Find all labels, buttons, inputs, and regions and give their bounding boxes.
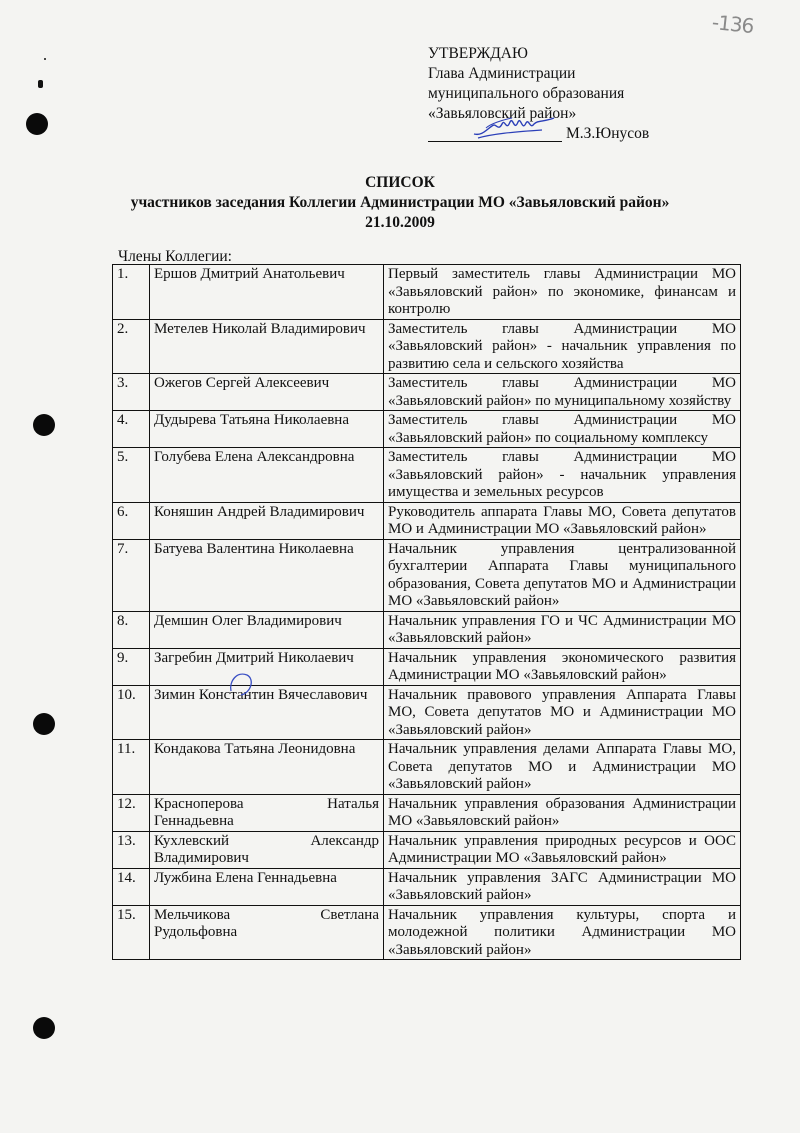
table-row <box>113 868 741 905</box>
member-name: Загребин Дмитрий Николаевич <box>150 648 384 685</box>
member-position: Начальник управления делами Аппарата Главы МО, Совета депутатов МО и Администрации МО «Завьяловский район» <box>384 740 741 795</box>
row-number: 2. <box>113 319 150 374</box>
table-row <box>113 374 741 411</box>
signatory-name: М.З.Юнусов <box>566 125 650 142</box>
table-row <box>113 648 741 685</box>
punch-hole-mark <box>33 1017 55 1039</box>
table-row <box>113 319 741 374</box>
member-position: Начальник управления природных ресурсов и ООС Администрации МО «Завьяловский район» <box>384 831 741 868</box>
pen-check-mark <box>227 669 257 699</box>
member-position: Заместитель главы Администрации МО «Завьяловский район» по муниципальному хозяйству <box>384 374 741 411</box>
table-row <box>113 448 741 503</box>
row-number: 10. <box>113 685 150 740</box>
member-position: Начальник правового управления Аппарата Главы МО, Совета депутатов МО и Администрации МО «Завьяловский район» <box>384 685 741 740</box>
member-position: Начальник управления ЗАГС Администрации МО «Завьяловский район» <box>384 868 741 905</box>
member-name: Ершов Дмитрий Анатольевич <box>150 265 384 320</box>
member-position: Начальник управления экономического развития Администрации МО «Завьяловский район» <box>384 648 741 685</box>
table-row <box>113 265 741 320</box>
row-number: 3. <box>113 374 150 411</box>
signature-row <box>428 124 650 144</box>
document-subtitle: участников заседания Коллегии Администрации МО «Завьяловский район» <box>130 194 670 211</box>
table-row <box>113 502 741 539</box>
member-name: Коняшин Андрей Владимирович <box>150 502 384 539</box>
member-position: Начальник управления ГО и ЧС Администрации МО «Завьяловский район» <box>384 611 741 648</box>
approval-position-line: Глава Администрации <box>428 65 576 82</box>
member-name: Голубева Елена Александровна <box>150 448 384 503</box>
table-row <box>113 740 741 795</box>
table-row <box>113 411 741 448</box>
row-number: 9. <box>113 648 150 685</box>
approval-heading: УТВЕРЖДАЮ <box>428 45 528 62</box>
member-name: Ожегов Сергей Алексеевич <box>150 374 384 411</box>
table-row <box>113 539 741 611</box>
member-name: Кухлевский Александр Владимирович <box>150 831 384 868</box>
row-number: 6. <box>113 502 150 539</box>
document-date: 21.10.2009 <box>365 214 435 231</box>
document-heading: СПИСОК <box>365 174 435 191</box>
table-row <box>113 611 741 648</box>
member-position: Руководитель аппарата Главы МО, Совета депутатов МО и Администрации МО «Завьяловский район» <box>384 502 741 539</box>
member-position: Начальник управления централизованной бухгалтерии Аппарата Главы муниципального образования, Совета депутатов МО и Администрации МО «Завьяловский район» <box>384 539 741 611</box>
row-number: 13. <box>113 831 150 868</box>
member-position: Начальник управления образования Администрации МО «Завьяловский район» <box>384 794 741 831</box>
member-name: Дудырева Татьяна Николаевна <box>150 411 384 448</box>
punch-hole-mark <box>26 113 48 135</box>
members-table <box>112 264 741 960</box>
member-position: Заместитель главы Администрации МО «Завьяловский район» - начальник управления по развитию села и сельского хозяйства <box>384 319 741 374</box>
member-name: Кондакова Татьяна Леонидовна <box>150 740 384 795</box>
members-label: Члены Коллегии: <box>118 248 232 265</box>
member-name: Метелев Николай Владимирович <box>150 319 384 374</box>
member-position: Первый заместитель главы Администрации МО «Завьяловский район» по экономике, финансам и контролю <box>384 265 741 320</box>
scan-speck-mark <box>44 58 46 60</box>
row-number: 8. <box>113 611 150 648</box>
approval-organization-line: муниципального образования <box>428 85 625 102</box>
member-position: Начальник управления культуры, спорта и молодежной политики Администрации МО «Завьяловский район» <box>384 905 741 960</box>
table-row <box>113 831 741 868</box>
punch-hole-mark <box>33 414 55 436</box>
page-number: -136 <box>710 9 755 39</box>
table-row <box>113 794 741 831</box>
row-number: 1. <box>113 265 150 320</box>
row-number: 12. <box>113 794 150 831</box>
member-position: Заместитель главы Администрации МО «Завьяловский район» - начальник управления имущества и земельных ресурсов <box>384 448 741 503</box>
row-number: 7. <box>113 539 150 611</box>
handwritten-signature <box>472 112 556 144</box>
member-name: Батуева Валентина Николаевна <box>150 539 384 611</box>
row-number: 4. <box>113 411 150 448</box>
row-number: 5. <box>113 448 150 503</box>
approval-block <box>428 44 650 144</box>
row-number: 14. <box>113 868 150 905</box>
punch-hole-mark <box>33 713 55 735</box>
member-name: Мельчикова Светлана Рудольфовна <box>150 905 384 960</box>
table-row <box>113 685 741 740</box>
member-name: Демшин Олег Владимирович <box>150 611 384 648</box>
row-number: 11. <box>113 740 150 795</box>
approval-district-line: «Завьяловский район» <box>428 105 577 122</box>
member-name: Зимин Константин Вячеславович <box>150 685 384 740</box>
document-title-block <box>0 173 800 233</box>
member-name: Красноперова Наталья Геннадьевна <box>150 794 384 831</box>
table-row <box>113 905 741 960</box>
member-name: Лужбина Елена Геннадьевна <box>150 868 384 905</box>
scan-speck-mark <box>38 80 43 88</box>
row-number: 15. <box>113 905 150 960</box>
member-position: Заместитель главы Администрации МО «Завьяловский район» по социальному комплексу <box>384 411 741 448</box>
